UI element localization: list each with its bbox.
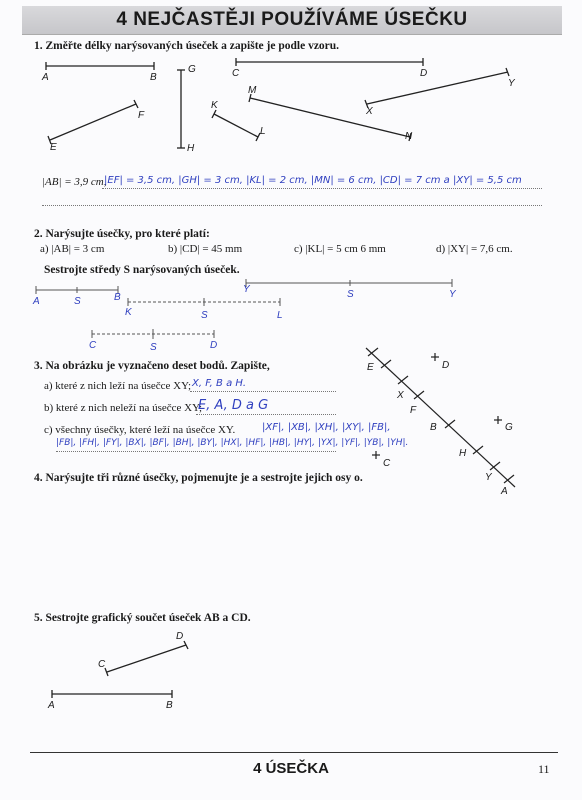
hand-label: L <box>277 310 283 321</box>
task3-b: b) které z nich neleží na úsečce XY; <box>44 402 203 414</box>
footer-rule <box>30 752 558 753</box>
task2-sub: Sestrojte středy S narýsovaných úseček. <box>44 264 240 276</box>
point-label: H <box>187 143 195 154</box>
point-label: B <box>166 700 173 711</box>
task3-a-answer: X, F, B a H. <box>192 378 247 389</box>
point-label: A <box>48 700 55 711</box>
hand-label: S <box>74 296 81 307</box>
hand-label: Y <box>449 289 456 300</box>
point-label: N <box>405 131 413 142</box>
task1-example: |AB| = 3,9 cm, <box>42 176 107 188</box>
task3-a: a) které z nich leží na úsečce XY; <box>44 380 192 392</box>
point-label: E <box>367 362 374 373</box>
task3-c: c) všechny úsečky, které leží na úsečce XY. <box>44 424 236 436</box>
point-label: D <box>176 631 184 642</box>
hand-label: S <box>201 310 208 321</box>
point-label: X <box>366 106 373 117</box>
point-label: Y <box>508 78 515 89</box>
point-label: D <box>420 68 428 79</box>
hand-label: K <box>125 307 132 318</box>
point-label: B <box>150 72 157 83</box>
task4-title: 4. Narýsujte tři různé úsečky, pojmenujte je a sestrojte jejich osy o. <box>34 472 363 484</box>
point-label: C <box>98 659 106 670</box>
point-label: A <box>42 72 49 83</box>
task2-b: b) |CD| = 45 mm <box>168 243 243 255</box>
point-label: M <box>248 85 257 96</box>
point-label: A <box>501 486 508 497</box>
task2-title: 2. Narýsujte úsečky, pro které platí: <box>34 228 210 240</box>
point-label: K <box>211 100 218 111</box>
point-label: B <box>430 422 437 433</box>
point-label: D <box>442 360 450 371</box>
page-header: 4 NEJČASTĚJI POUŽÍVÁME ÚSEČKU <box>22 6 562 35</box>
task2-a: a) |AB| = 3 cm <box>40 243 105 255</box>
task3-c-answer-1: |XF|, |XB|, |XH|, |XY|, |FB|, <box>262 422 391 433</box>
task2-c: c) |KL| = 5 cm 6 mm <box>294 243 386 255</box>
task3-title: 3. Na obrázku je vyznačeno deset bodů. Zapište, <box>34 360 270 372</box>
point-label: H <box>459 448 467 459</box>
hand-label: B <box>114 292 121 303</box>
point-label: X <box>397 390 404 401</box>
page-number: 11 <box>538 762 550 776</box>
task3-b-answer: E, A, D a G <box>198 398 269 413</box>
task1-answer: |EF| = 3,5 cm, |GH| = 3 cm, |KL| = 2 cm, |MN| = 6 cm, |CD| = 7 cm a |XY| = 5,5 cm <box>104 175 522 186</box>
hand-label: D <box>210 340 218 351</box>
hand-label: S <box>347 289 354 300</box>
task5-title: 5. Sestrojte grafický součet úseček AB a CD. <box>34 612 251 624</box>
task3-c-answer-2: |FB|, |FH|, |FY|, |BX|, |BF|, |BH|, |BY|, |HX|, |HF|, |HB|, |HY|, |YX|, |YF|, |YB|, |YH|. <box>56 438 409 448</box>
point-label: G <box>188 64 196 75</box>
point-label: G <box>505 422 513 433</box>
hand-label: C <box>89 340 97 351</box>
hand-label: Y <box>243 284 250 295</box>
point-label: L <box>260 126 266 137</box>
footer-title: 4 ÚSEČKA <box>253 760 329 777</box>
point-label: C <box>232 68 240 79</box>
point-label: F <box>410 405 417 416</box>
point-label: Y <box>485 472 492 483</box>
point-label: F <box>138 110 145 121</box>
hand-label: S <box>150 342 157 353</box>
point-label: C <box>383 458 391 469</box>
point-label: E <box>50 142 57 153</box>
hand-label: A <box>33 296 40 307</box>
task1-title: 1. Změřte délky narýsovaných úseček a zapište je podle vzoru. <box>34 40 340 52</box>
task2-d: d) |XY| = 7,6 cm. <box>436 243 513 255</box>
